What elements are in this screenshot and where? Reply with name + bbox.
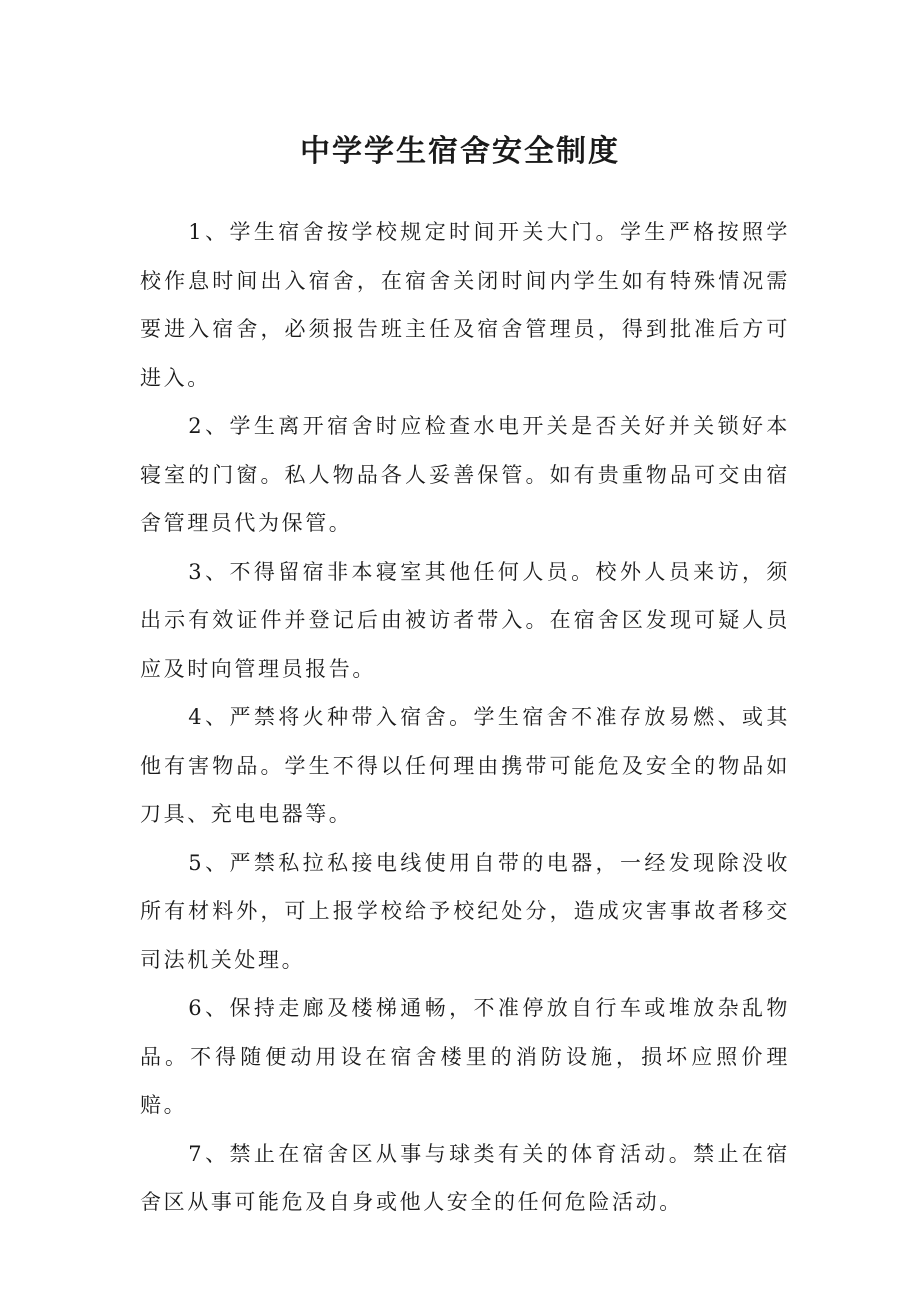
rule-paragraph-2: 2、学生离开宿舍时应检查水电开关是否关好并关锁好本寝室的门窗。私人物品各人妥善保管。如有贵重物品可交由宿舍管理员代为保管。 xyxy=(140,414,790,535)
document-body xyxy=(140,208,790,1227)
rule-paragraph-3: 3、不得留宿非本寝室其他任何人员。校外人员来访，须出示有效证件并登记后由被访者带入。在宿舍区发现可疑人员应及时向管理员报告。 xyxy=(140,559,790,681)
document-title: 中学学生宿舍安全制度 xyxy=(300,134,620,169)
rule-paragraph-1: 1、学生宿舍按学校规定时间开关大门。学生严格按照学校作息时间出入宿舍，在宿舍关闭时间内学生如有特殊情况需要进入宿舍，必须报告班主任及宿舍管理员，得到批准后方可进入。 xyxy=(140,220,790,390)
rule-paragraph-5: 5、严禁私拉私接电线使用自带的电器，一经发现除没收所有材料外，可上报学校给予校纪处分，造成灾害事故者移交司法机关处理。 xyxy=(140,850,790,972)
rule-paragraph-6: 6、保持走廊及楼梯通畅，不准停放自行车或堆放杂乱物品。不得随便动用设在宿舍楼里的消防设施，损坏应照价理赔。 xyxy=(140,996,790,1117)
rule-paragraph-4: 4、严禁将火种带入宿舍。学生宿舍不准存放易燃、或其他有害物品。学生不得以任何理由携带可能危及安全的物品如刀具、充电电器等。 xyxy=(140,705,790,826)
rule-paragraph-7: 7、禁止在宿舍区从事与球类有关的体育活动。禁止在宿舍区从事可能危及自身或他人安全的任何危险活动。 xyxy=(140,1141,790,1214)
